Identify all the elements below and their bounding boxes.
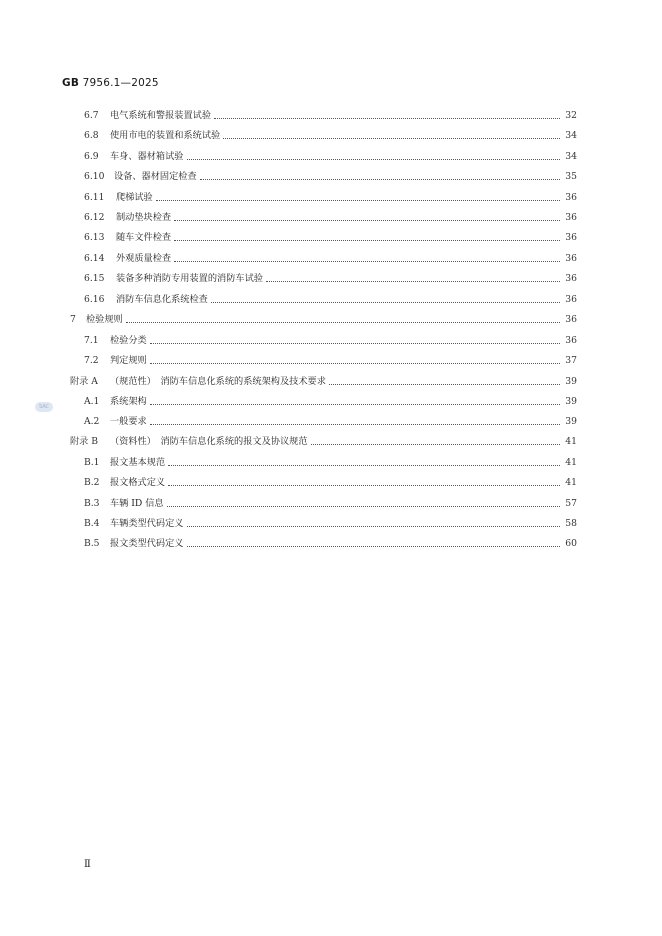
toc-leader-dots	[174, 251, 560, 267]
toc-entry-title: 设备、器材固定检查	[114, 171, 197, 182]
toc-entry[interactable]	[84, 353, 577, 369]
toc-leader-dots	[329, 374, 560, 390]
toc-entry-title: 判定规则	[110, 355, 147, 366]
toc-entry[interactable]	[84, 292, 577, 308]
toc-entry-page: 36	[565, 335, 577, 346]
toc-entry-number: A.1	[84, 396, 100, 407]
toc-leader-dots	[187, 516, 561, 532]
toc-entry-number: 7.1	[84, 335, 99, 346]
toc-entry-number: B.5	[84, 538, 100, 549]
toc-leader-dots	[311, 434, 560, 450]
toc-entry-number: 6.16	[84, 294, 105, 305]
toc-entry-title: 检验规则	[86, 314, 123, 325]
toc-entry-page: 32	[565, 110, 577, 121]
toc-entry-page: 41	[565, 457, 577, 468]
toc-entry-title: 制动垫块检查	[116, 212, 172, 223]
toc-entry-title: 随车文件检查	[116, 232, 172, 243]
toc-entry-title: 车辆 ID 信息	[110, 498, 164, 509]
toc-entry-number: 6.15	[84, 273, 105, 284]
toc-entry-number: 6.13	[84, 232, 105, 243]
toc-leader-dots	[223, 128, 560, 144]
toc-entry-page: 36	[565, 273, 577, 284]
toc-entry-page: 36	[565, 192, 577, 203]
toc-entry-number: 附录 A	[70, 376, 98, 387]
toc-entry-page: 34	[565, 130, 577, 141]
toc-entry[interactable]	[84, 190, 577, 206]
toc-entry-page: 58	[565, 518, 577, 529]
toc-entry-title: 外观质量检查	[116, 253, 172, 264]
toc-entry-number: B.2	[84, 477, 100, 488]
toc-entry[interactable]	[84, 536, 577, 552]
toc-entry-title: 报文基本规范	[110, 457, 166, 468]
toc-leader-dots	[150, 333, 560, 349]
toc-entry-page: 36	[565, 294, 577, 305]
toc-entry[interactable]	[84, 333, 577, 349]
toc-leader-dots	[187, 536, 561, 552]
toc-entry-number: 6.12	[84, 212, 105, 223]
toc-leader-dots	[174, 230, 560, 246]
toc-entry-title: 电气系统和警报装置试验	[110, 110, 212, 121]
toc-entry[interactable]	[84, 475, 577, 491]
toc-entry-title: 装备多种消防专用装置的消防车试验	[116, 273, 263, 284]
toc-leader-dots	[211, 292, 560, 308]
toc-entry-page: 36	[565, 314, 577, 325]
toc-entry[interactable]	[84, 169, 577, 185]
toc-entry[interactable]	[84, 128, 577, 144]
toc-entry[interactable]	[84, 414, 577, 430]
toc-entry-page: 34	[565, 151, 577, 162]
toc-entry[interactable]	[70, 434, 577, 450]
toc-leader-dots	[168, 475, 560, 491]
toc-entry[interactable]	[70, 374, 577, 390]
toc-entry-number: 6.10	[84, 171, 105, 182]
toc-entry-number: B.1	[84, 457, 100, 468]
toc-entry[interactable]	[84, 210, 577, 226]
toc-leader-dots	[214, 108, 560, 124]
toc-entry-title: 报文格式定义	[110, 477, 166, 488]
toc-entry[interactable]	[70, 312, 577, 328]
toc-entry-number: 6.8	[84, 130, 99, 141]
toc-entry-title: 一般要求	[110, 416, 147, 427]
toc-entry-title: 车身、器材箱试验	[110, 151, 184, 162]
toc-leader-dots	[156, 190, 560, 206]
standard-number: 7956.1—2025	[82, 77, 159, 89]
toc-leader-dots	[150, 353, 560, 369]
toc-entry-number: 6.9	[84, 151, 99, 162]
standard-prefix: GB	[62, 77, 80, 89]
toc-entry[interactable]	[84, 496, 577, 512]
toc-entry-title: 使用市电的装置和系统试验	[110, 130, 221, 141]
toc-entry-number: 6.11	[84, 192, 105, 203]
toc-entry[interactable]	[84, 455, 577, 471]
toc-leader-dots	[150, 414, 560, 430]
toc-entry-title: 检验分类	[110, 335, 147, 346]
toc-leader-dots	[174, 210, 560, 226]
toc-entry-page: 39	[565, 396, 577, 407]
toc-entry-page: 39	[565, 376, 577, 387]
toc-entry-number: 附录 B	[70, 436, 99, 447]
toc-entry[interactable]	[84, 108, 577, 124]
toc-entry-page: 57	[565, 498, 577, 509]
toc-entry-number: B.3	[84, 498, 100, 509]
toc-entry-title: 消防车信息化系统检查	[116, 294, 208, 305]
toc-entry-page: 39	[565, 416, 577, 427]
toc-entry[interactable]	[84, 271, 577, 287]
toc-entry-number: 7.2	[84, 355, 99, 366]
toc-entry-number: 6.7	[84, 110, 99, 121]
toc-entry-page: 41	[565, 436, 577, 447]
toc-entry-title: （资料性） 消防车信息化系统的报文及协议规范	[110, 436, 308, 447]
toc-entry-number: B.4	[84, 518, 100, 529]
toc-entry-title: 车辆类型代码定义	[110, 518, 184, 529]
toc-leader-dots	[167, 496, 560, 512]
toc-entry-title: 爬梯试验	[116, 192, 153, 203]
toc-entry-page: 37	[565, 355, 577, 366]
toc-entry[interactable]	[84, 149, 577, 165]
toc-entry-title: 系统架构	[110, 396, 147, 407]
document-header	[62, 77, 159, 89]
toc-entry[interactable]	[84, 251, 577, 267]
toc-entry[interactable]	[84, 516, 577, 532]
toc-entry-title: 报文类型代码定义	[110, 538, 184, 549]
toc-entry-title: （规范性） 消防车信息化系统的系统架构及技术要求	[110, 376, 326, 387]
toc-entry-number: 6.14	[84, 253, 105, 264]
side-watermark-icon: SAC	[35, 402, 53, 412]
toc-leader-dots	[200, 169, 560, 185]
toc-entry[interactable]	[84, 230, 577, 246]
page-number-footer: Ⅱ	[84, 859, 91, 870]
toc-entry-page: 36	[565, 253, 577, 264]
toc-leader-dots	[187, 149, 561, 165]
toc-entry-page: 36	[565, 232, 577, 243]
toc-leader-dots	[168, 455, 560, 471]
toc-entry-number: A.2	[84, 416, 100, 427]
toc-leader-dots	[266, 271, 560, 287]
toc-entry-page: 41	[565, 477, 577, 488]
toc-leader-dots	[126, 312, 560, 328]
toc-entry-number: 7	[70, 314, 76, 325]
toc-entry-page: 60	[565, 538, 577, 549]
toc-leader-dots	[150, 394, 560, 410]
toc-entry[interactable]	[84, 394, 577, 410]
toc-entry-page: 36	[565, 212, 577, 223]
toc-entry-page: 35	[565, 171, 577, 182]
